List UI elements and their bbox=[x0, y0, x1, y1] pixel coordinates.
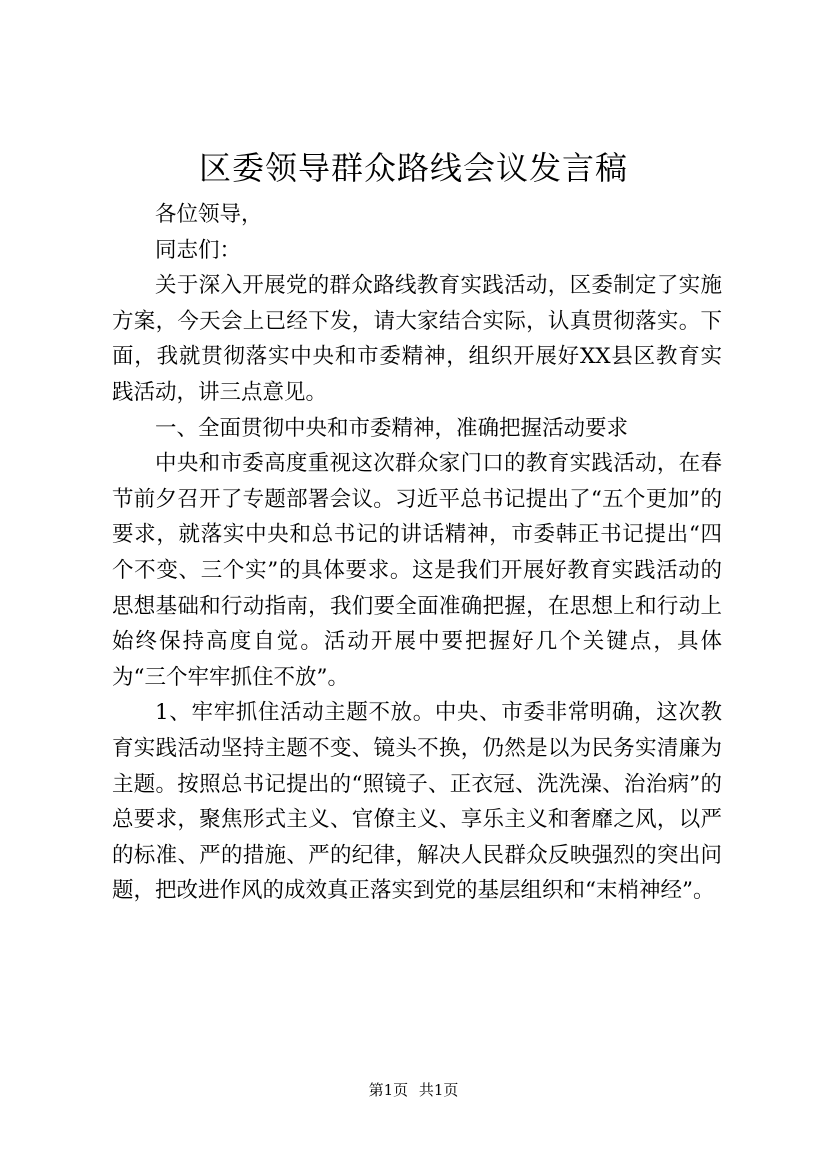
salutation-comrades: 同志们： bbox=[155, 237, 242, 263]
paragraph-intro: 关于深入开展党的群众路线教育实践活动，区委制定了实施方案，今天会上已经下发，请大家结合实际，认真贯彻落实。下面，我就贯彻落实中央和市委精神，组织开展好XX县区教育实践活动，讲三点意见。 bbox=[112, 273, 722, 405]
document-body bbox=[112, 197, 722, 909]
page-footer bbox=[0, 1080, 827, 1100]
page-number: 第1页 bbox=[368, 1081, 409, 1099]
section-heading-1: 一、全面贯彻中央和市委精神，准确把握活动要求 bbox=[155, 415, 629, 441]
document-title: 区委领导群众路线会议发言稿 bbox=[198, 149, 628, 187]
paragraph-section-1: 中央和市委高度重视这次群众家门口的教育实践活动，在春节前夕召开了专题部署会议。习近平总书记提出了“五个更加”的要求，就落实中央和总书记的讲话精神，市委韩正书记提出“四个不变、三个实”的具体要求。这是我们开展好教育实践活动的思想基础和行动指南，我们要全面准确把握，在思想上和行动上始终保持高度自觉。活动开展中要把握好几个关键点，具体为“三个牢牢抓住不放”。 bbox=[112, 451, 722, 690]
salutation-leaders: 各位领导， bbox=[155, 202, 263, 227]
paragraph-point-1: 1、牢牢抓住活动主题不放。中央、市委非常明确，这次教育实践活动坚持主题不变、镜头不换，仍然是以为民务实清廉为主题。按照总书记提出的“照镜子、正衣冠、洗洗澡、治治病”的总要求，聚焦形式主义、官僚主义、享乐主义和奢靡之风，以严的标准、严的措施、严的纪律，解决人民群众反映强烈的突出问题，把改进作风的成效真正落实到党的基层组织和“末梢神经”。 bbox=[112, 700, 722, 904]
page-total: 共1页 bbox=[418, 1081, 459, 1099]
